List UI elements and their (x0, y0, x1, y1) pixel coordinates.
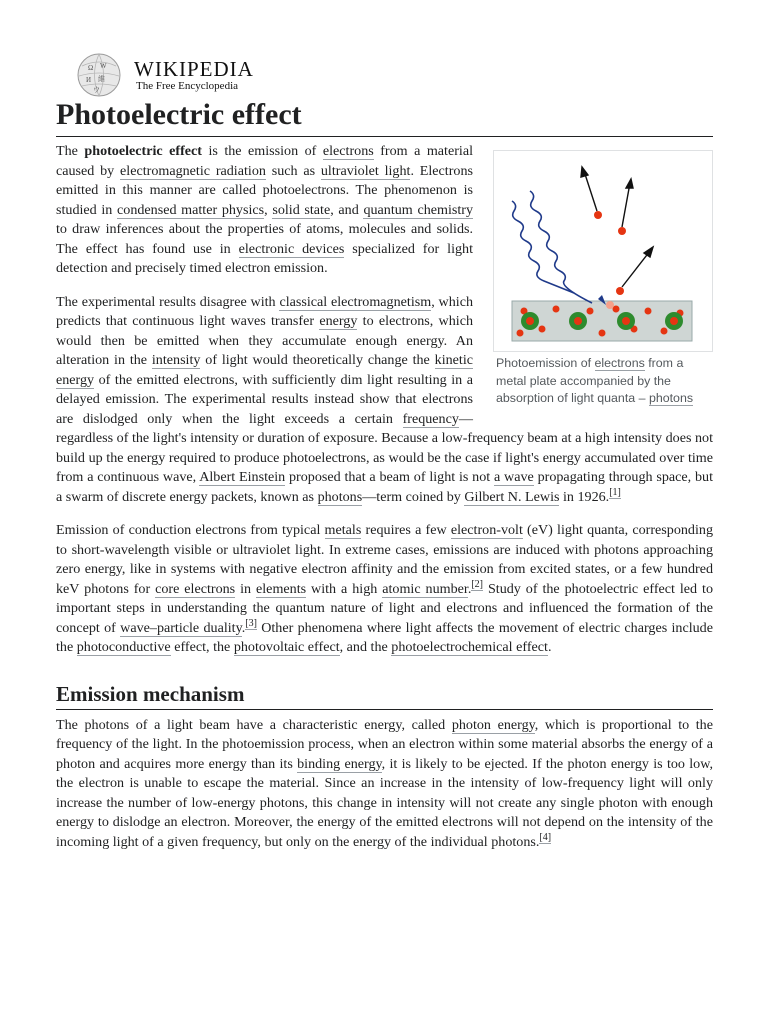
reference-3 (245, 618, 257, 630)
reference-1 (609, 487, 621, 499)
figure-caption (493, 355, 713, 408)
emission-mechanism-paragraph (56, 716, 713, 853)
link-photon-energy[interactable]: photon energy (451, 716, 535, 733)
text: . (467, 580, 472, 597)
link-solid-state[interactable]: solid state (272, 201, 331, 218)
text: The (56, 143, 85, 159)
text: —regardless of the light's intensity or duration of exposure. Because a low-frequency beam at a high intensity does not build up the energy required to produce photoelectrons, as would be the case if light's energy accumulated over time from a continuous wave, (56, 410, 713, 485)
link-binding-energy[interactable]: binding energy (297, 755, 382, 772)
emitted-electrons (594, 211, 626, 309)
text: The experimental results disagree with (56, 293, 280, 310)
text: (eV) light quanta, corresponding to short-wavelength visible or ultraviolet light. In extreme cases, emissions are induced with photons approaching zero energy, like in systems with negative electron affinity and the emission from excited states, or a few hundred keV photons for (56, 522, 713, 597)
wikipedia-wordmark[interactable]: WIKIPEDIA (134, 57, 254, 81)
reference-4 (539, 832, 551, 844)
link-metals[interactable]: metals (324, 522, 362, 538)
text: effect, the (170, 639, 234, 655)
link-frequency[interactable]: frequency (402, 410, 459, 427)
globe-glyph: ウ (93, 86, 100, 94)
article-body (56, 142, 713, 866)
text: , and (330, 201, 364, 218)
text: in 1926. (559, 488, 610, 505)
link-photovoltaic-effect[interactable]: photovoltaic effect (233, 639, 340, 655)
globe-glyph: Ω (88, 64, 94, 72)
link-electromagnetic-radiation[interactable]: electromagnetic radiation (120, 162, 266, 179)
text: , and the (339, 639, 392, 655)
text: , (264, 201, 273, 218)
text: The photons of a light beam have a characteristic energy, called (56, 716, 452, 733)
text: in (235, 580, 257, 597)
intro-paragraph-3 (56, 521, 713, 658)
reference-2 (471, 579, 483, 591)
text: from a material caused by (56, 143, 473, 179)
link-electrons-caption[interactable]: electrons (594, 356, 645, 370)
infobox-figure (493, 150, 713, 408)
caption-text: Photoemission of (496, 356, 595, 370)
photon-wave (530, 191, 592, 303)
link-classical-electromagnetism[interactable]: classical electromagnetism (279, 293, 432, 310)
figure-image-frame[interactable] (493, 150, 713, 352)
link-condensed-matter-physics[interactable]: condensed matter physics (117, 201, 265, 218)
citation-link[interactable]: [1] (609, 486, 621, 498)
link-energy[interactable]: energy (319, 313, 358, 329)
citation-link[interactable]: [2] (471, 578, 484, 590)
text: propagating through space, but a swarm of discrete energy packets, known as (56, 469, 713, 505)
link-ultraviolet-light[interactable]: ultraviolet light (320, 162, 411, 179)
link-core-electrons[interactable]: core electrons (155, 580, 236, 597)
link-gilbert-n-lewis[interactable]: Gilbert N. Lewis (464, 488, 560, 505)
link-wave-particle-duality[interactable]: wave–particle duality (120, 619, 242, 636)
caption-text: from a metal plate accompanied by the absorption of light quanta – (496, 356, 684, 405)
text: . (241, 619, 246, 636)
link-elements[interactable]: elements (256, 580, 307, 597)
globe-glyph: 維 (98, 75, 105, 83)
page-title: Photoelectric effect (56, 95, 713, 137)
text: Other phenomena where light affects the movement of electric charges include the (56, 619, 713, 655)
link-kinetic-energy[interactable]: kinetic energy (56, 352, 473, 388)
text: to draw inferences about the properties of atoms, molecules and solids. The effect has found use in (56, 221, 473, 257)
text: —term coined by (362, 488, 465, 505)
emission-arrows (581, 167, 653, 287)
link-electronic-devices[interactable]: electronic devices (238, 240, 345, 257)
link-photons-caption[interactable]: photons (648, 391, 694, 405)
bold-term: photoelectric effect (84, 143, 202, 159)
text: Study of the photoelectric effect led to important steps in understanding the quantum nature of light and electrons and influenced the formation of the concept of (56, 580, 713, 636)
globe-glyph: И (86, 76, 92, 84)
text: to electrons, which would then be emitted when they accumulate enough energy. An alteration in the (56, 313, 474, 368)
text: of the emitted electrons, with sufficiently dim light resulting in a delayed emission. The experimental results instead show that electrons are dislodged only when the light exceeds a certain (56, 371, 473, 427)
text: requires a few (361, 522, 451, 538)
text: with a high (306, 580, 383, 597)
link-albert-einstein[interactable]: Albert Einstein (199, 469, 286, 485)
text: is the emission of (201, 143, 323, 159)
link-electron-volt[interactable]: electron-volt (450, 522, 523, 538)
text: Emission of conduction electrons from typical (56, 522, 325, 538)
citation-link[interactable]: [3] (245, 617, 257, 629)
citation-link[interactable]: [4] (539, 831, 552, 843)
text: , which is proportional to the frequency of the light. In the photoemission process, when an electron within some material absorbs the energy of a photon and acquires more energy than its (56, 716, 713, 772)
link-electrons[interactable]: electrons (322, 143, 374, 159)
text: such as (265, 162, 321, 179)
wikipedia-globe-icon[interactable] (74, 52, 124, 98)
wikipedia-tagline: The Free Encyclopedia (136, 80, 239, 92)
link-photons[interactable]: photons (317, 488, 363, 505)
link-quantum-chemistry[interactable]: quantum chemistry (363, 201, 474, 218)
link-intensity[interactable]: intensity (151, 352, 201, 368)
text: . Electrons emitted in this manner are called photoelectrons. The phenomenon is studied in (56, 162, 473, 218)
text: of light would theoretically change the (200, 352, 435, 368)
globe-glyph: W (100, 62, 107, 70)
site-header (74, 52, 274, 98)
link-photoconductive[interactable]: photoconductive (76, 639, 171, 655)
link-a-wave[interactable]: a wave (494, 469, 534, 485)
text: . (547, 639, 552, 655)
text: proposed that a beam of light is not (285, 469, 494, 485)
text: , which predicts that continuous light waves transfer (56, 293, 473, 329)
text: , it is likely to be ejected. If the photon energy is too low, the electron is unable to escape the material. Since an increase in the intensity of low-frequency light will only increase the number of low-energy photons, this change in intensity will not create any single photon with enough energy to dislodge an electron. Moreover, the energy of the emitted electrons will not depend on the intensity of the incoming light of a given frequency, but only on the energy of the individual photons. (56, 755, 714, 850)
photoemission-illustration (494, 151, 712, 351)
link-atomic-number[interactable]: atomic number (382, 580, 468, 597)
link-photoelectrochemical-effect[interactable]: photoelectrochemical effect (391, 639, 548, 655)
section-heading-emission-mechanism: Emission mechanism (56, 680, 713, 710)
text: specialized for light detection and precisely timed electron emission. (56, 240, 473, 276)
